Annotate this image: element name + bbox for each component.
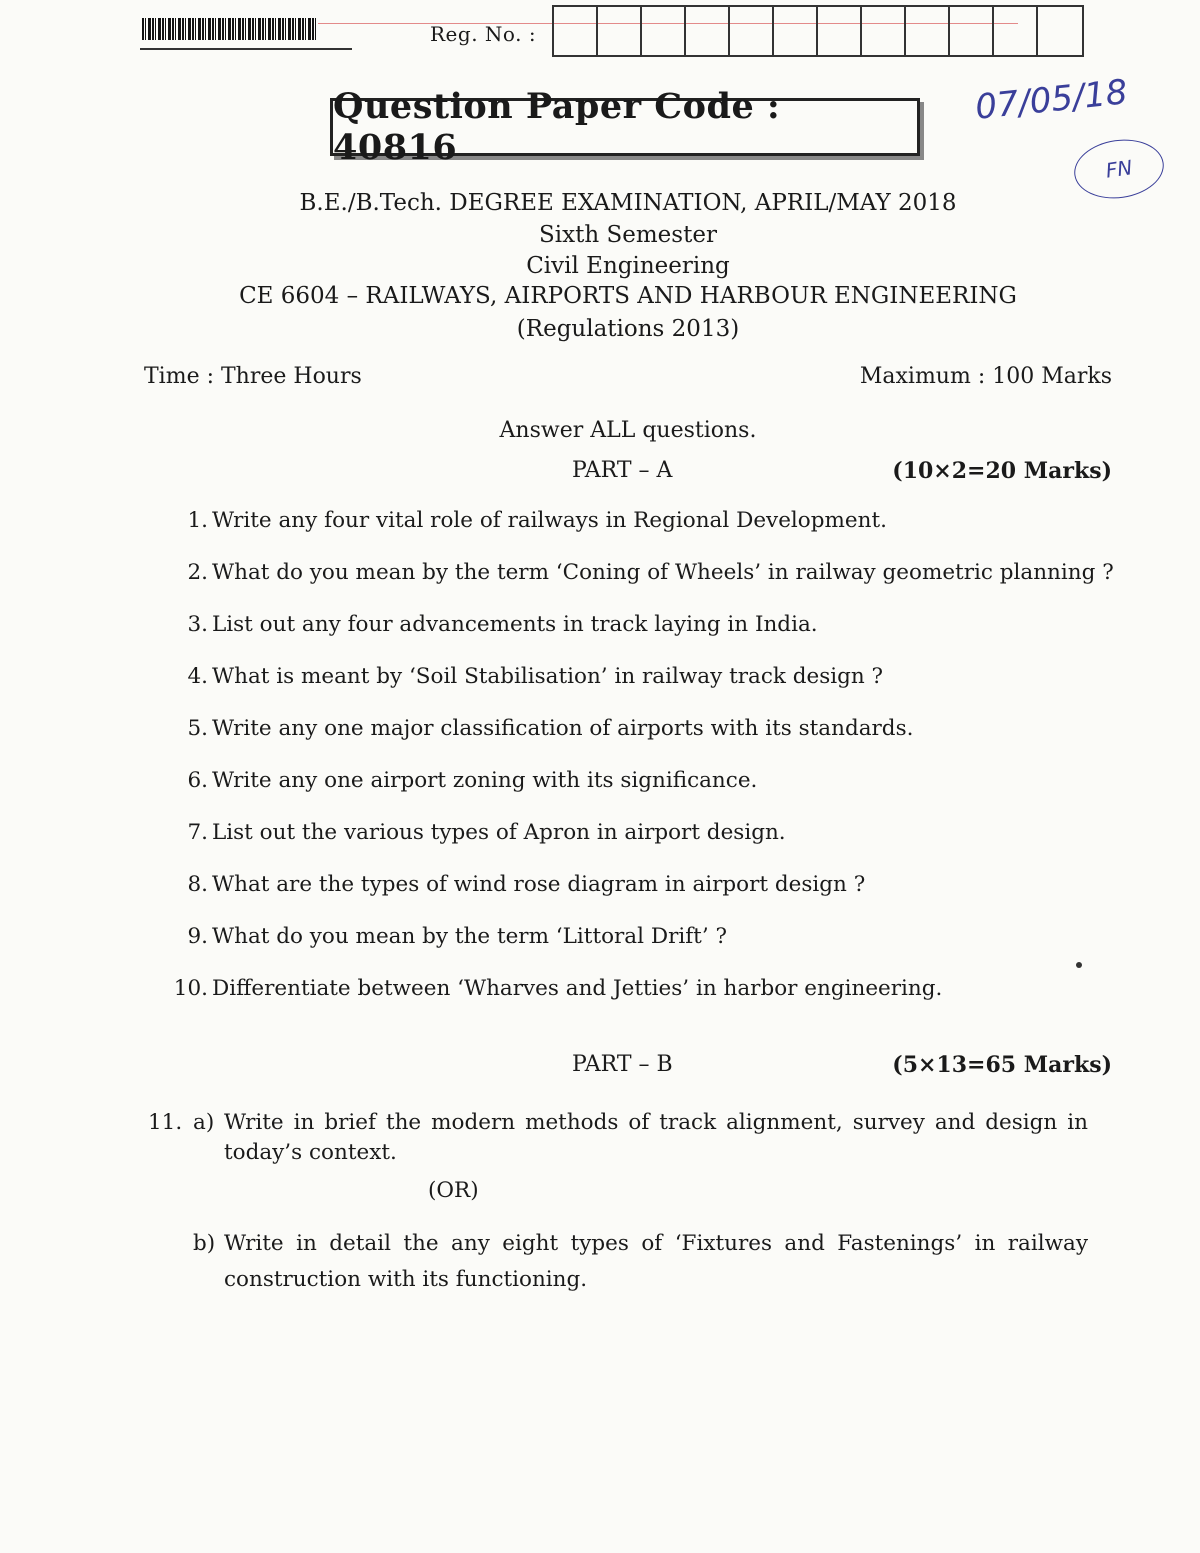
reg-no-box[interactable] (862, 7, 906, 55)
exam-branch: Civil Engineering (526, 253, 730, 279)
question-number: 3. (187, 612, 208, 637)
question-text: List out any four advancements in track laying in India. (212, 612, 818, 637)
handwritten-session: FN (1104, 155, 1134, 183)
question-number: 9. (187, 924, 208, 949)
question-item (160, 976, 1120, 1028)
barcode-underline (140, 48, 352, 50)
question-item (160, 768, 1120, 820)
question-text: Write in brief the modern methods of track alignment, survey and design in today’s context. (224, 1110, 1088, 1165)
question-number: 11. (148, 1110, 183, 1135)
question-letter: a) (193, 1110, 215, 1135)
maximum-marks: Maximum : 100 Marks (859, 364, 1112, 389)
question-11b (148, 1226, 1088, 1298)
exam-semester: Sixth Semester (539, 222, 717, 248)
question-text: Differentiate between ‘Wharves and Jetties’ in harbor engineering. (212, 976, 943, 1001)
barcode (142, 18, 317, 40)
question-text: What is meant by ‘Soil Stabilisation’ in railway track design ? (212, 664, 884, 689)
question-item (160, 612, 1120, 664)
handwritten-date: 07/05/18 (973, 72, 1130, 128)
question-text: What do you mean by the term ‘Coning of Wheels’ in railway geometric planning ? (212, 560, 1114, 585)
question-text: Write in detail the any eight types of ‘Fixtures and Fastenings’ in railway construction with its functioning. (224, 1231, 1088, 1292)
question-item (160, 820, 1120, 872)
question-number: 7. (187, 820, 208, 845)
question-text: List out the various types of Apron in airport design. (212, 820, 786, 845)
scan-speck (1076, 962, 1082, 968)
reg-no-box[interactable] (554, 7, 598, 55)
question-text: What do you mean by the term ‘Littoral Drift’ ? (212, 924, 728, 949)
question-number: 4. (187, 664, 208, 689)
reg-no-box[interactable] (950, 7, 994, 55)
reg-no-box[interactable] (818, 7, 862, 55)
question-letter: b) (193, 1231, 216, 1256)
part-a-question-list (160, 508, 1120, 1028)
exam-degree: B.E./B.Tech. DEGREE EXAMINATION, APRIL/MAY 2018 (299, 190, 957, 216)
instruction: Answer ALL questions. (499, 418, 757, 443)
question-item (160, 716, 1120, 768)
part-a-marks: (10×2=20 Marks) (892, 458, 1112, 484)
question-text: Write any four vital role of railways in Regional Development. (212, 508, 887, 533)
time-allowed: Time : Three Hours (144, 364, 362, 389)
question-item (160, 924, 1120, 976)
question-number: 10. (173, 976, 208, 1001)
reg-no-box[interactable] (1038, 7, 1082, 55)
question-item (160, 560, 1120, 612)
reg-no-box[interactable] (906, 7, 950, 55)
question-item (160, 872, 1120, 924)
part-b-label: PART – B (572, 1052, 673, 1077)
question-number: 8. (187, 872, 208, 897)
regulations: (Regulations 2013) (516, 316, 740, 342)
question-paper-code: Question Paper Code : 40816 (330, 98, 920, 156)
course-title: CE 6604 – RAILWAYS, AIRPORTS AND HARBOUR ENGINEERING (239, 283, 1017, 309)
reg-no-boxes[interactable] (552, 5, 1084, 57)
question-text: What are the types of wind rose diagram in airport design ? (212, 872, 866, 897)
question-item (160, 508, 1120, 560)
question-11a (148, 1108, 1088, 1168)
part-a-label: PART – A (572, 458, 673, 483)
reg-no-box[interactable] (774, 7, 818, 55)
question-number: 1. (187, 508, 208, 533)
reg-no-box[interactable] (686, 7, 730, 55)
question-item (160, 664, 1120, 716)
part-b-marks: (5×13=65 Marks) (892, 1052, 1112, 1078)
question-text: Write any one airport zoning with its significance. (212, 768, 758, 793)
reg-no-box[interactable] (642, 7, 686, 55)
question-number: 2. (187, 560, 208, 585)
reg-no-box[interactable] (598, 7, 642, 55)
reg-no-label: Reg. No. : (430, 22, 537, 46)
or-separator: (OR) (428, 1178, 479, 1203)
question-number: 6. (187, 768, 208, 793)
reg-no-box[interactable] (730, 7, 774, 55)
question-number: 5. (187, 716, 208, 741)
reg-no-box[interactable] (994, 7, 1038, 55)
question-text: Write any one major classification of airports with its standards. (212, 716, 914, 741)
